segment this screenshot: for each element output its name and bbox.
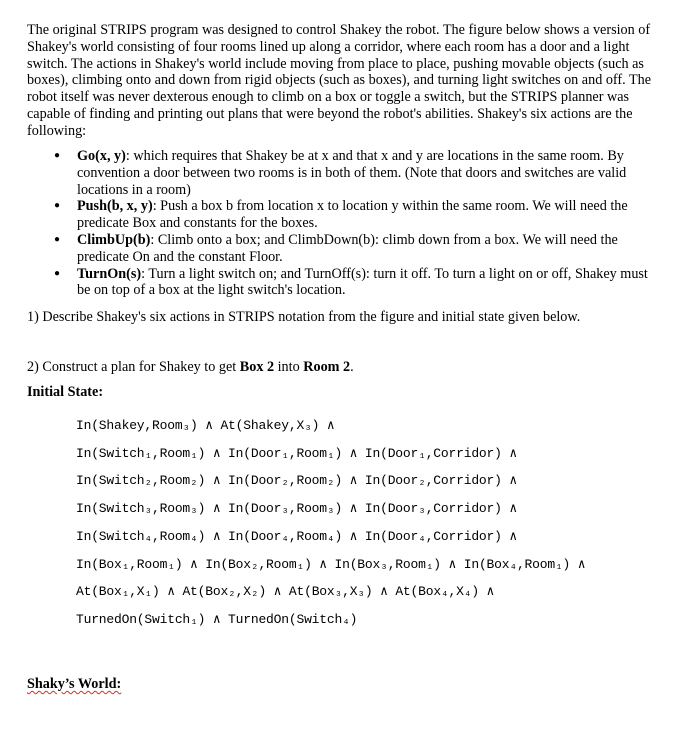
- action-name: Push(b, x, y): [77, 198, 153, 215]
- action-description: : Climb onto a box; and ClimbDown(b): climb down from a box. We will need the predicate On and the constant Floor.: [77, 231, 618, 265]
- list-item: [27, 198, 657, 232]
- state-line: At(Box₁,X₁) ∧ At(Box₂,X₂) ∧ At(Box₃,X₃) ∧ At(Box₄,X₄) ∧: [76, 584, 495, 600]
- question-1: 1) Describe Shakey's six actions in STRIPS notation from the figure and initial state given below.: [27, 309, 581, 325]
- world-heading-text: Shaky’s World:: [27, 676, 122, 692]
- question-2-suffix: .: [350, 359, 354, 375]
- state-line: In(Switch₂,Room₂) ∧ In(Door₂,Room₂) ∧ In(Door₂,Corridor) ∧: [76, 473, 517, 489]
- world-heading: [27, 676, 121, 693]
- list-item: [27, 266, 657, 300]
- state-line: In(Switch₃,Room₃) ∧ In(Door₃,Room₃) ∧ In(Door₃,Corridor) ∧: [76, 501, 517, 517]
- initial-state-heading: Initial State:: [27, 384, 104, 400]
- action-name: TurnOn(s): [77, 265, 142, 282]
- action-description: : Turn a light switch on; and TurnOff(s): turn it off. To turn a light on or off, Shakey must be on top of a box at the light switch's location.: [77, 265, 648, 299]
- question-2-object: Box 2: [239, 359, 275, 375]
- intro-paragraph: The original STRIPS program was designed to control Shakey the robot. The figure below shows a version of Shakey's world consisting of four rooms lined up along a corridor, where each room has a door and a light switch. The actions in Shakey's world include moving from place to place, pushing movable objects (such as boxes), climbing onto and down from rigid objects (such as boxes), and turning light switches on and off. The robot itself was never dexterous enough to climb on a box or toggle a switch, but the STRIPS planner was capable of finding and printing out plans that were beyond the robot's abilities. Shakey's six actions are the following:: [27, 22, 652, 139]
- action-name: ClimbUp(b): [77, 231, 151, 248]
- state-line: In(Shakey,Room₃) ∧ At(Shakey,X₃) ∧: [76, 418, 335, 433]
- action-list: [27, 148, 657, 299]
- question-2-prefix: 2) Construct a plan for Shakey to get: [27, 359, 240, 375]
- question-2-middle: into: [274, 359, 304, 375]
- action-name: Go(x, y): [77, 148, 126, 164]
- list-item: [27, 148, 657, 198]
- initial-state-block: [76, 412, 676, 634]
- question-2: [27, 359, 354, 376]
- question-2-target: Room 2: [303, 359, 351, 375]
- state-line: TurnedOn(Switch₁) ∧ TurnedOn(Switch₄): [76, 611, 358, 627]
- state-line: In(Box₁,Room₁) ∧ In(Box₂,Room₁) ∧ In(Box₃,Room₁) ∧ In(Box₄,Room₁) ∧: [76, 556, 586, 572]
- state-line: In(Switch₁,Room₁) ∧ In(Door₁,Room₁) ∧ In(Door₁,Corridor) ∧: [76, 445, 517, 461]
- action-description: : which requires that Shakey be at x and that x and y are locations in the same room. By convention a door between two rooms is in both of them. (Note that doors and switches are valid locations in a room): [77, 148, 627, 198]
- state-line: In(Switch₄,Room₄) ∧ In(Door₄,Room₄) ∧ In(Door₄,Corridor) ∧: [76, 528, 517, 544]
- list-item: [27, 232, 657, 266]
- action-description: : Push a box b from location x to location y within the same room. We will need the predicate Box and constants for the boxes.: [77, 198, 628, 232]
